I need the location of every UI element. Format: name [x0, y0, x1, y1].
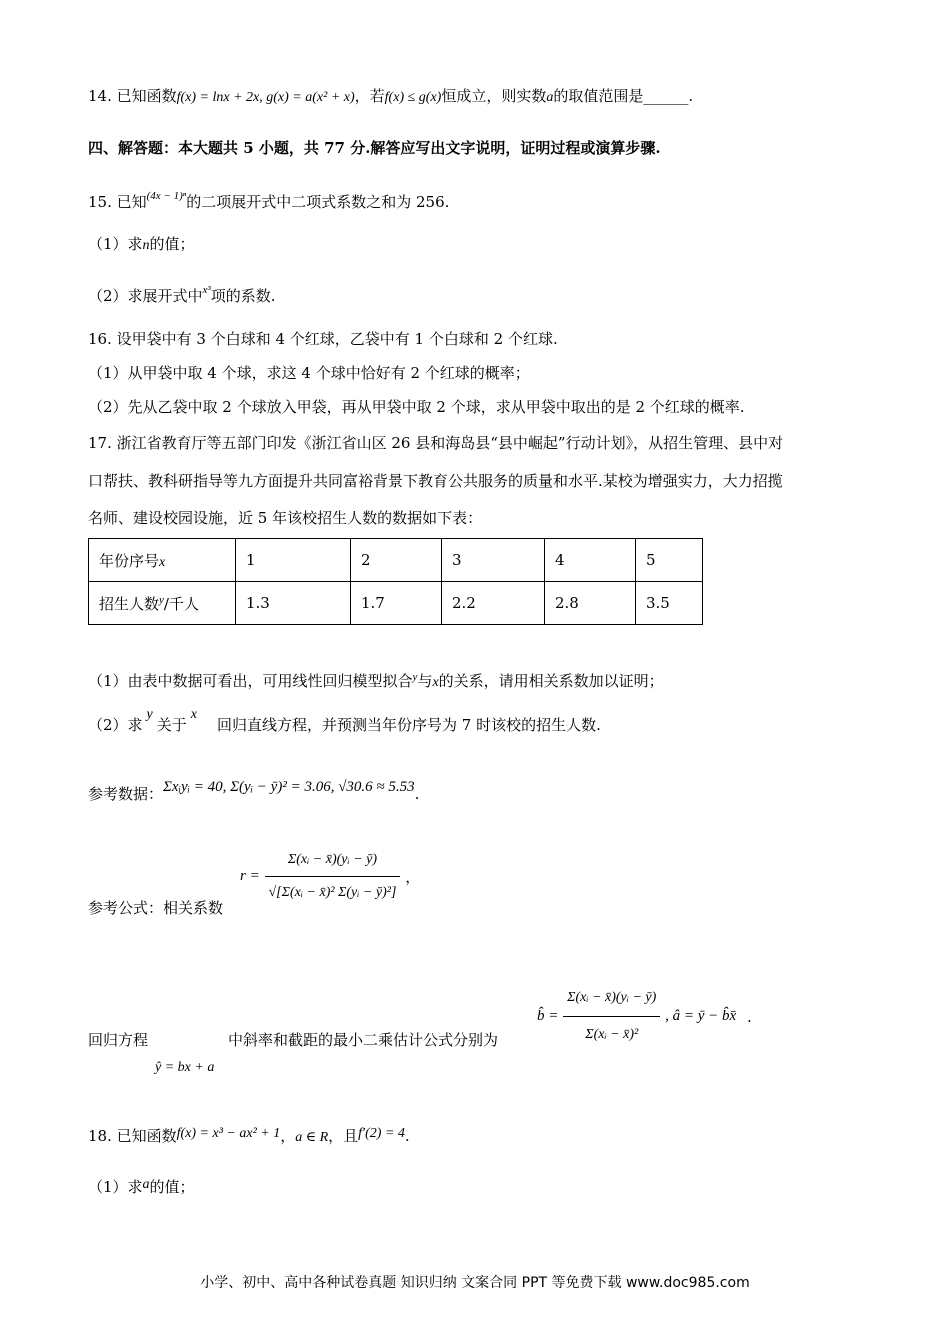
q15-prefix: 15. 已知: [88, 193, 147, 211]
q17-p2-text3: 回归直线方程，并预测当年份序号为 7 时该校的招生人数.: [217, 716, 601, 734]
q14-suffix2: 的取值范围是______.: [553, 87, 694, 105]
table-header-cell: [89, 539, 236, 582]
formula-dot: .: [746, 1007, 752, 1026]
q15-p2-text2: 项的系数.: [210, 287, 276, 305]
reference-data: 参考数据：Σxᵢyᵢ = 40, Σ(yᵢ − ȳ)² = 3.06, √30.6 ≈ 5.53.: [88, 779, 420, 803]
enrollment-table: [88, 538, 703, 625]
table-cell: 5: [636, 539, 703, 582]
q17-part1: [88, 667, 664, 693]
table-cell: 1.7: [351, 582, 442, 625]
q17-p1-x: x: [432, 675, 439, 690]
table-cell: 2: [351, 539, 442, 582]
q17-p1-text2: 与: [417, 672, 433, 690]
q18-end: .: [404, 1127, 410, 1145]
question-14: [88, 86, 693, 108]
q17-p2-text: （2）求: [88, 716, 143, 734]
q15-part2: [88, 280, 276, 306]
q17-p2-text2: 关于: [156, 716, 187, 734]
q18-prefix: 18. 已知函数: [88, 1127, 177, 1145]
table-cell: 2.8: [545, 582, 636, 625]
regression-text: [88, 1030, 498, 1050]
table-cell: 3.5: [636, 582, 703, 625]
ref-data-label: 参考数据：: [88, 785, 164, 803]
q14-var: a: [546, 90, 554, 105]
q14-condition: f(x) ≤ g(x): [384, 90, 442, 105]
q14-formula: f(x) = lnx + 2x, g(x) = a(x² + x): [176, 90, 355, 105]
page-footer: 小学、初中、高中各种试卷真题 知识归纳 文案合同 PPT 等免费下载 www.doc985.com: [200, 1275, 750, 1291]
q14-mid: ，若: [354, 87, 385, 105]
reg-label: 回归方程: [88, 1031, 149, 1049]
question-17-line3: 名师、建设校园设施，近 5 年该校招生人数的数据如下表：: [88, 509, 483, 527]
q18-p1-text: （1）求: [88, 1178, 143, 1196]
row1-label: 年份序号: [99, 551, 160, 570]
ref-formula-label: 参考公式：相关系数: [88, 899, 224, 917]
q18-cond2: f′(2) = 4: [358, 1126, 405, 1141]
q15-expr: (4x − 1)ⁿ: [146, 190, 187, 202]
table-row: [89, 582, 703, 625]
q18-mid2: ，且: [328, 1127, 359, 1145]
b-numerator: Σ(xᵢ − x̄)(yᵢ − ȳ): [563, 990, 660, 1017]
r-denominator: √[Σ(xᵢ − x̄)² Σ(yᵢ − ȳ)²]: [268, 885, 397, 900]
r-fraction: [265, 852, 401, 901]
table-cell: 1.3: [236, 582, 351, 625]
q17-p2-x: x: [190, 707, 197, 722]
q17-part2: [88, 707, 601, 737]
question-16: 16. 设甲袋中有 3 个白球和 4 个红球，乙袋中有 1 个白球和 2 个红球.: [88, 330, 558, 348]
q17-p1-y: y: [412, 671, 418, 683]
q15-suffix: 的二项展开式中二项式系数之和为 256.: [186, 193, 450, 211]
b-fraction: [563, 990, 660, 1043]
correlation-formula: r = $\frac{\text{Σ(xᵢ − x̄)(yᵢ − ȳ)}}{\text{√[Σ(xᵢ − x̄)² Σ(yᵢ − ȳ)²]}}$ ，: [240, 852, 421, 900]
least-squares-formula: [537, 990, 752, 1043]
q15-part1: [88, 234, 195, 256]
r-numerator: Σ(xᵢ − x̄)(yᵢ − ȳ): [265, 852, 401, 877]
q17-p1-text3: 的关系，请用相关系数加以证明；: [438, 672, 664, 690]
table-cell: 3: [442, 539, 545, 582]
reg-text: 中斜率和截距的最小二乘估计公式分别为: [228, 1031, 499, 1049]
row2-label: 招生人数: [99, 594, 160, 613]
question-15: [88, 186, 449, 212]
question-17-line2: 口帮扶、教科研指导等九方面提升共同富裕背景下教育公共服务的质量和水平.某校为增强实力，大力招揽: [88, 472, 783, 490]
section-heading: 四、解答题：本大题共 5 小题，共 77 分.解答应写出文字说明，证明过程或演算步骤.: [88, 139, 661, 157]
q16-part2: （2）先从乙袋中取 2 个球放入甲袋，再从甲袋中取 2 个球，求从甲袋中取出的是 2 个红球的概率.: [88, 398, 745, 416]
q15-p1-text: （1）求: [88, 235, 143, 253]
a-eq: , â = ȳ − b̂x̄: [665, 1008, 737, 1024]
table-header-cell: [89, 582, 236, 625]
table-cell: 2.2: [442, 582, 545, 625]
question-17-line1: 17. 浙江省教育厅等五部门印发《浙江省山区 26 县和海岛县“县中崛起”行动计划》，从招生管理、县中对: [88, 434, 784, 452]
q18-mid: ，: [280, 1127, 296, 1145]
q14-prefix: 14. 已知函数: [88, 87, 177, 105]
question-18: [88, 1126, 410, 1148]
ref-data-formula: Σxᵢyᵢ = 40, Σ(yᵢ − ȳ)² = 3.06, √30.6 ≈ 5.53: [163, 779, 415, 795]
b-eq: b̂ =: [537, 1008, 559, 1024]
q18-formula: f(x) = x³ − ax² + 1: [176, 1126, 281, 1141]
q17-p2-y: y: [146, 707, 153, 722]
row2-var: y: [159, 593, 164, 606]
q17-p1-text: （1）由表中数据可看出，可用线性回归模型拟合: [88, 672, 413, 690]
q16-part1: （1）从甲袋中取 4 个球，求这 4 个球中恰好有 2 个红球的概率；: [88, 364, 530, 382]
q18-part1: [88, 1177, 195, 1199]
table-row: [89, 539, 703, 582]
b-denominator: Σ(xᵢ − x̄)²: [585, 1027, 639, 1042]
regression-equation: ŷ = bx + a: [155, 1060, 215, 1075]
q15-p1-text2: 的值；: [149, 235, 195, 253]
row1-var: x: [159, 554, 166, 570]
q15-p1-var: n: [142, 238, 150, 253]
row2-unit: /千人: [163, 594, 199, 613]
table-cell: 1: [236, 539, 351, 582]
q18-p1-text2: 的值；: [149, 1178, 195, 1196]
q15-p2-text: （2）求展开式中: [88, 287, 203, 305]
q14-suffix1: 恒成立，则实数: [441, 87, 547, 105]
table-cell: 4: [545, 539, 636, 582]
r-eq: r =: [240, 868, 260, 884]
q18-p1-var: a: [142, 1177, 150, 1192]
q15-p2-var: x³: [202, 284, 211, 296]
q18-cond1: a ∈ R: [295, 1130, 329, 1145]
